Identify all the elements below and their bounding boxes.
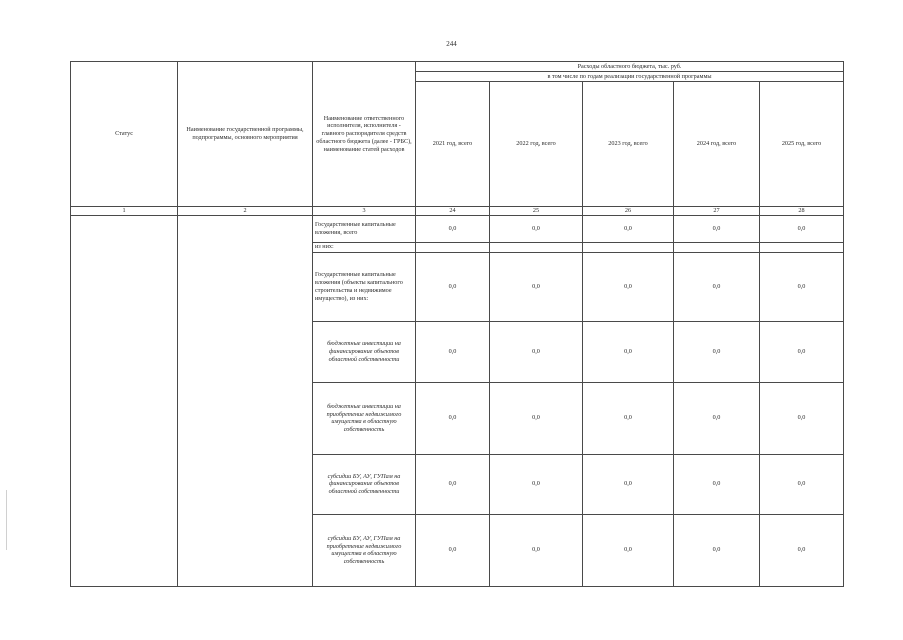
value-cell: 0,0 bbox=[583, 321, 674, 382]
value-cell bbox=[416, 242, 490, 252]
header-year-2021: 2021 год, всего bbox=[416, 82, 490, 207]
value-cell: 0,0 bbox=[674, 215, 760, 242]
header-year-2023: 2023 год, всего bbox=[583, 82, 674, 207]
header-expenses: Расходы областного бюджета, тыс. руб. bbox=[416, 62, 844, 72]
value-cell: 0,0 bbox=[416, 514, 490, 586]
value-cell: 0,0 bbox=[490, 215, 583, 242]
value-cell: 0,0 bbox=[416, 382, 490, 454]
budget-table bbox=[70, 61, 844, 587]
index-cell: 26 bbox=[583, 207, 674, 216]
value-cell: 0,0 bbox=[760, 454, 844, 514]
index-cell: 24 bbox=[416, 207, 490, 216]
value-cell: 0,0 bbox=[490, 454, 583, 514]
value-cell: 0,0 bbox=[490, 382, 583, 454]
header-executor: Наименование ответственного исполнителя, исполнителя - главного распорядителя средств областного бюджета (далее - ГРБС), наименование статей расходов bbox=[313, 62, 416, 207]
row-label: Государственные капитальные вложения, всего bbox=[313, 215, 416, 242]
header-year-2022: 2022 год, всего bbox=[490, 82, 583, 207]
value-cell: 0,0 bbox=[674, 382, 760, 454]
row-label: из них: bbox=[313, 242, 416, 252]
value-cell: 0,0 bbox=[674, 514, 760, 586]
row-label: субсидии БУ, АУ, ГУПам на финансирование объектов областной собственности bbox=[313, 454, 416, 514]
value-cell: 0,0 bbox=[760, 514, 844, 586]
value-cell: 0,0 bbox=[583, 382, 674, 454]
index-cell: 2 bbox=[178, 207, 313, 216]
value-cell: 0,0 bbox=[416, 321, 490, 382]
value-cell: 0,0 bbox=[416, 252, 490, 321]
table-row bbox=[71, 215, 844, 242]
value-cell: 0,0 bbox=[760, 382, 844, 454]
value-cell bbox=[490, 242, 583, 252]
row-label: Государственные капитальные вложения (объекты капитального строительства и недвижимое имущество), из них: bbox=[313, 252, 416, 321]
value-cell: 0,0 bbox=[583, 215, 674, 242]
value-cell: 0,0 bbox=[674, 454, 760, 514]
value-cell: 0,0 bbox=[760, 215, 844, 242]
page-number: 244 bbox=[446, 40, 457, 48]
header-program-name: Наименование государственной программы, подпрограммы, основного мероприятия bbox=[178, 62, 313, 207]
value-cell: 0,0 bbox=[583, 454, 674, 514]
value-cell: 0,0 bbox=[583, 514, 674, 586]
header-row-1 bbox=[71, 62, 844, 72]
value-cell bbox=[760, 242, 844, 252]
value-cell bbox=[674, 242, 760, 252]
header-status: Статус bbox=[71, 62, 178, 207]
header-year-2025: 2025 год, всего bbox=[760, 82, 844, 207]
value-cell: 0,0 bbox=[583, 252, 674, 321]
row-label: субсидии БУ, АУ, ГУПам на приобретение недвижимого имущества в областную собственность bbox=[313, 514, 416, 586]
header-by-years: в том числе по годам реализации государственной программы bbox=[416, 72, 844, 82]
value-cell: 0,0 bbox=[490, 514, 583, 586]
value-cell: 0,0 bbox=[674, 252, 760, 321]
index-cell: 1 bbox=[71, 207, 178, 216]
status-cell bbox=[71, 215, 178, 586]
value-cell: 0,0 bbox=[760, 321, 844, 382]
value-cell: 0,0 bbox=[490, 321, 583, 382]
index-cell: 3 bbox=[313, 207, 416, 216]
index-cell: 27 bbox=[674, 207, 760, 216]
program-name-cell bbox=[178, 215, 313, 586]
value-cell: 0,0 bbox=[416, 454, 490, 514]
value-cell bbox=[583, 242, 674, 252]
value-cell: 0,0 bbox=[416, 215, 490, 242]
row-label: бюджетные инвестиции на финансирование объектов областной собственности bbox=[313, 321, 416, 382]
header-year-2024: 2024 год, всего bbox=[674, 82, 760, 207]
index-cell: 25 bbox=[490, 207, 583, 216]
value-cell: 0,0 bbox=[760, 252, 844, 321]
value-cell: 0,0 bbox=[490, 252, 583, 321]
row-label: бюджетные инвестиции на приобретение недвижимого имущества в областную собственность bbox=[313, 382, 416, 454]
index-row bbox=[71, 207, 844, 216]
index-cell: 28 bbox=[760, 207, 844, 216]
scan-edge-mark bbox=[6, 490, 7, 550]
value-cell: 0,0 bbox=[674, 321, 760, 382]
